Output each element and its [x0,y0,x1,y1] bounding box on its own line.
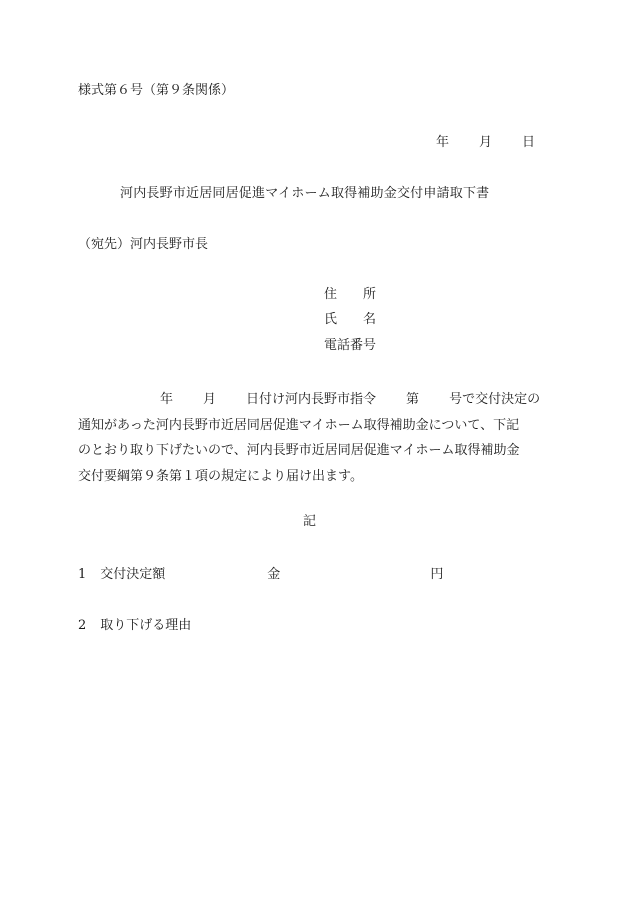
body-month-label: 月 [203,392,217,407]
body-line-2: 通知があった河内長野市近居同居促進マイホーム取得補助金について、下記 [78,417,520,433]
name-label-char-2: 名 [363,312,377,327]
applicant-phone-label: 電話番号 [324,338,377,353]
date-line [436,136,535,149]
amount-prefix: 金 [267,567,281,582]
ki-heading: 記 [303,514,317,529]
address-label-char-2: 所 [363,287,377,302]
item-grant-amount [78,568,443,581]
item-number: 2 [78,618,87,633]
date-year-label: 年 [436,135,450,150]
amount-suffix: 円 [430,567,444,582]
address-label-char-1: 住 [324,287,338,302]
body-no-label: 第 [406,392,420,407]
item-label: 交付決定額 [100,567,166,582]
applicant-address-label [324,288,376,301]
form-number: 様式第６号（第９条関係） [78,83,235,98]
body-day-text: 日付け河内長野市指令 [246,392,377,407]
item-number: 1 [78,567,87,582]
document-title: 河内長野市近居同居促進マイホーム取得補助金交付申請取下書 [120,186,490,201]
body-year-label: 年 [160,392,174,407]
name-label-char-1: 氏 [324,312,338,327]
body-line-4: 交付要綱第９条第１項の規定により届け出ます。 [78,468,363,484]
addressee: （宛先）河内長野市長 [78,237,209,252]
body-paragraph [78,387,548,489]
item-label: 取り下げる理由 [100,618,192,633]
date-month-label: 月 [479,135,493,150]
body-line-3: のとおり取り下げたいので、河内長野市近居同居促進マイホーム取得補助金 [78,443,520,458]
body-line1-tail: 号で交付決定の [449,392,541,407]
body-line-1 [78,387,548,413]
date-day-label: 日 [522,135,536,150]
item-withdrawal-reason [78,619,191,632]
applicant-name-label [324,313,376,326]
